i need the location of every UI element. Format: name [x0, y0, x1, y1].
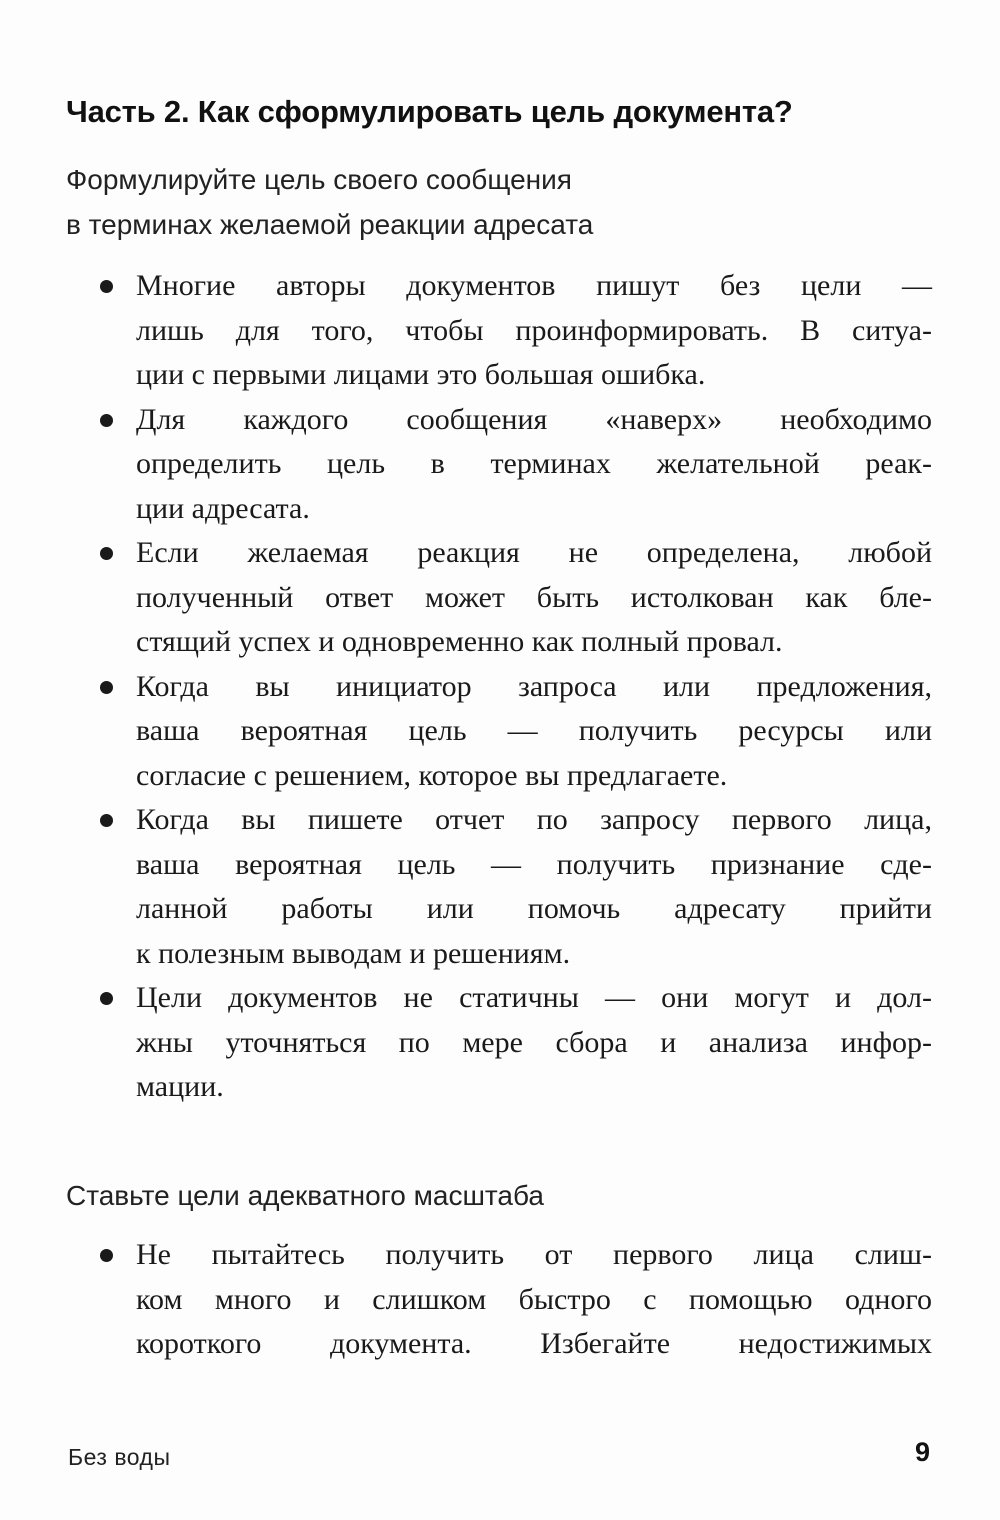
- scale-bullet-list: [96, 1233, 932, 1367]
- bullet-line: лишь для того, чтобы проинформировать. В ситуа-: [136, 313, 932, 347]
- page-number: 9: [914, 1437, 930, 1467]
- part-title: Часть 2. Как сформулировать цель документа?: [66, 94, 793, 129]
- bullet-dot-icon: [100, 280, 113, 293]
- section-title-scale: [66, 1173, 926, 1218]
- bullet-line: короткого документа. Избегайте недостижимых: [136, 1327, 932, 1360]
- goal-bullet-list: [96, 264, 932, 1110]
- bullet-item: [96, 798, 932, 976]
- bullet-line: полученный ответ может быть истолкован как бле-: [136, 580, 932, 614]
- running-footer-book-title: Без воды: [68, 1444, 171, 1470]
- bullet-line: Многие авторы документов пишут без цели —: [136, 269, 932, 302]
- section-title-line: Формулируйте цель своего сообщения: [66, 164, 572, 195]
- bullet-line: мации.: [136, 1070, 224, 1103]
- bullet-dot-icon: [100, 547, 113, 560]
- bullet-item: [96, 976, 932, 1110]
- bullet-line: Для каждого сообщения «наверх» необходимо: [136, 402, 932, 436]
- bullet-line: Когда вы пишете отчет по запросу первого лица,: [136, 803, 932, 836]
- bullet-item: [96, 531, 932, 665]
- bullet-dot-icon: [100, 414, 113, 427]
- bullet-item: [96, 398, 932, 532]
- bullet-item: [96, 264, 932, 398]
- bullet-line: стящий успех и одновременно как полный провал.: [136, 625, 783, 658]
- bullet-line: Не пытайтесь получить от первого лица слиш-: [136, 1238, 932, 1271]
- bullet-line: Когда вы инициатор запроса или предложения,: [136, 669, 932, 703]
- bullet-line: ваша вероятная цель — получить признание сде-: [136, 847, 932, 881]
- bullet-line: ции с первыми лицами это большая ошибка.: [136, 358, 706, 391]
- bullet-dot-icon: [100, 681, 113, 694]
- bullet-line: ции адресата.: [136, 491, 310, 525]
- bullet-line: ваша вероятная цель — получить ресурсы или: [136, 714, 932, 747]
- bullet-line: к полезным выводам и решениям.: [136, 936, 571, 970]
- bullet-line: ком много и слишком быстро с помощью одного: [136, 1282, 932, 1316]
- bullet-line: Если желаемая реакция не определена, любой: [136, 536, 932, 569]
- bullet-item: [96, 1233, 932, 1367]
- bullet-item: [96, 665, 932, 799]
- bullet-line: определить цель в терминах желательной реак-: [136, 447, 932, 480]
- bullet-line: ланной работы или помочь адресату прийти: [136, 892, 932, 925]
- bullet-line: жны уточняться по мере сбора и анализа инфор-: [136, 1025, 932, 1059]
- section-title-goal: [66, 157, 926, 247]
- bullet-line: согласие с решением, которое вы предлагаете.: [136, 758, 728, 792]
- section-title-line: Ставьте цели адекватного масштаба: [66, 1180, 544, 1211]
- bullet-dot-icon: [100, 1249, 113, 1262]
- section-title-line: в терминах желаемой реакции адресата: [66, 209, 594, 240]
- bullet-dot-icon: [100, 814, 113, 827]
- bullet-dot-icon: [100, 992, 113, 1005]
- bullet-line: Цели документов не статичны — они могут и дол-: [136, 981, 932, 1014]
